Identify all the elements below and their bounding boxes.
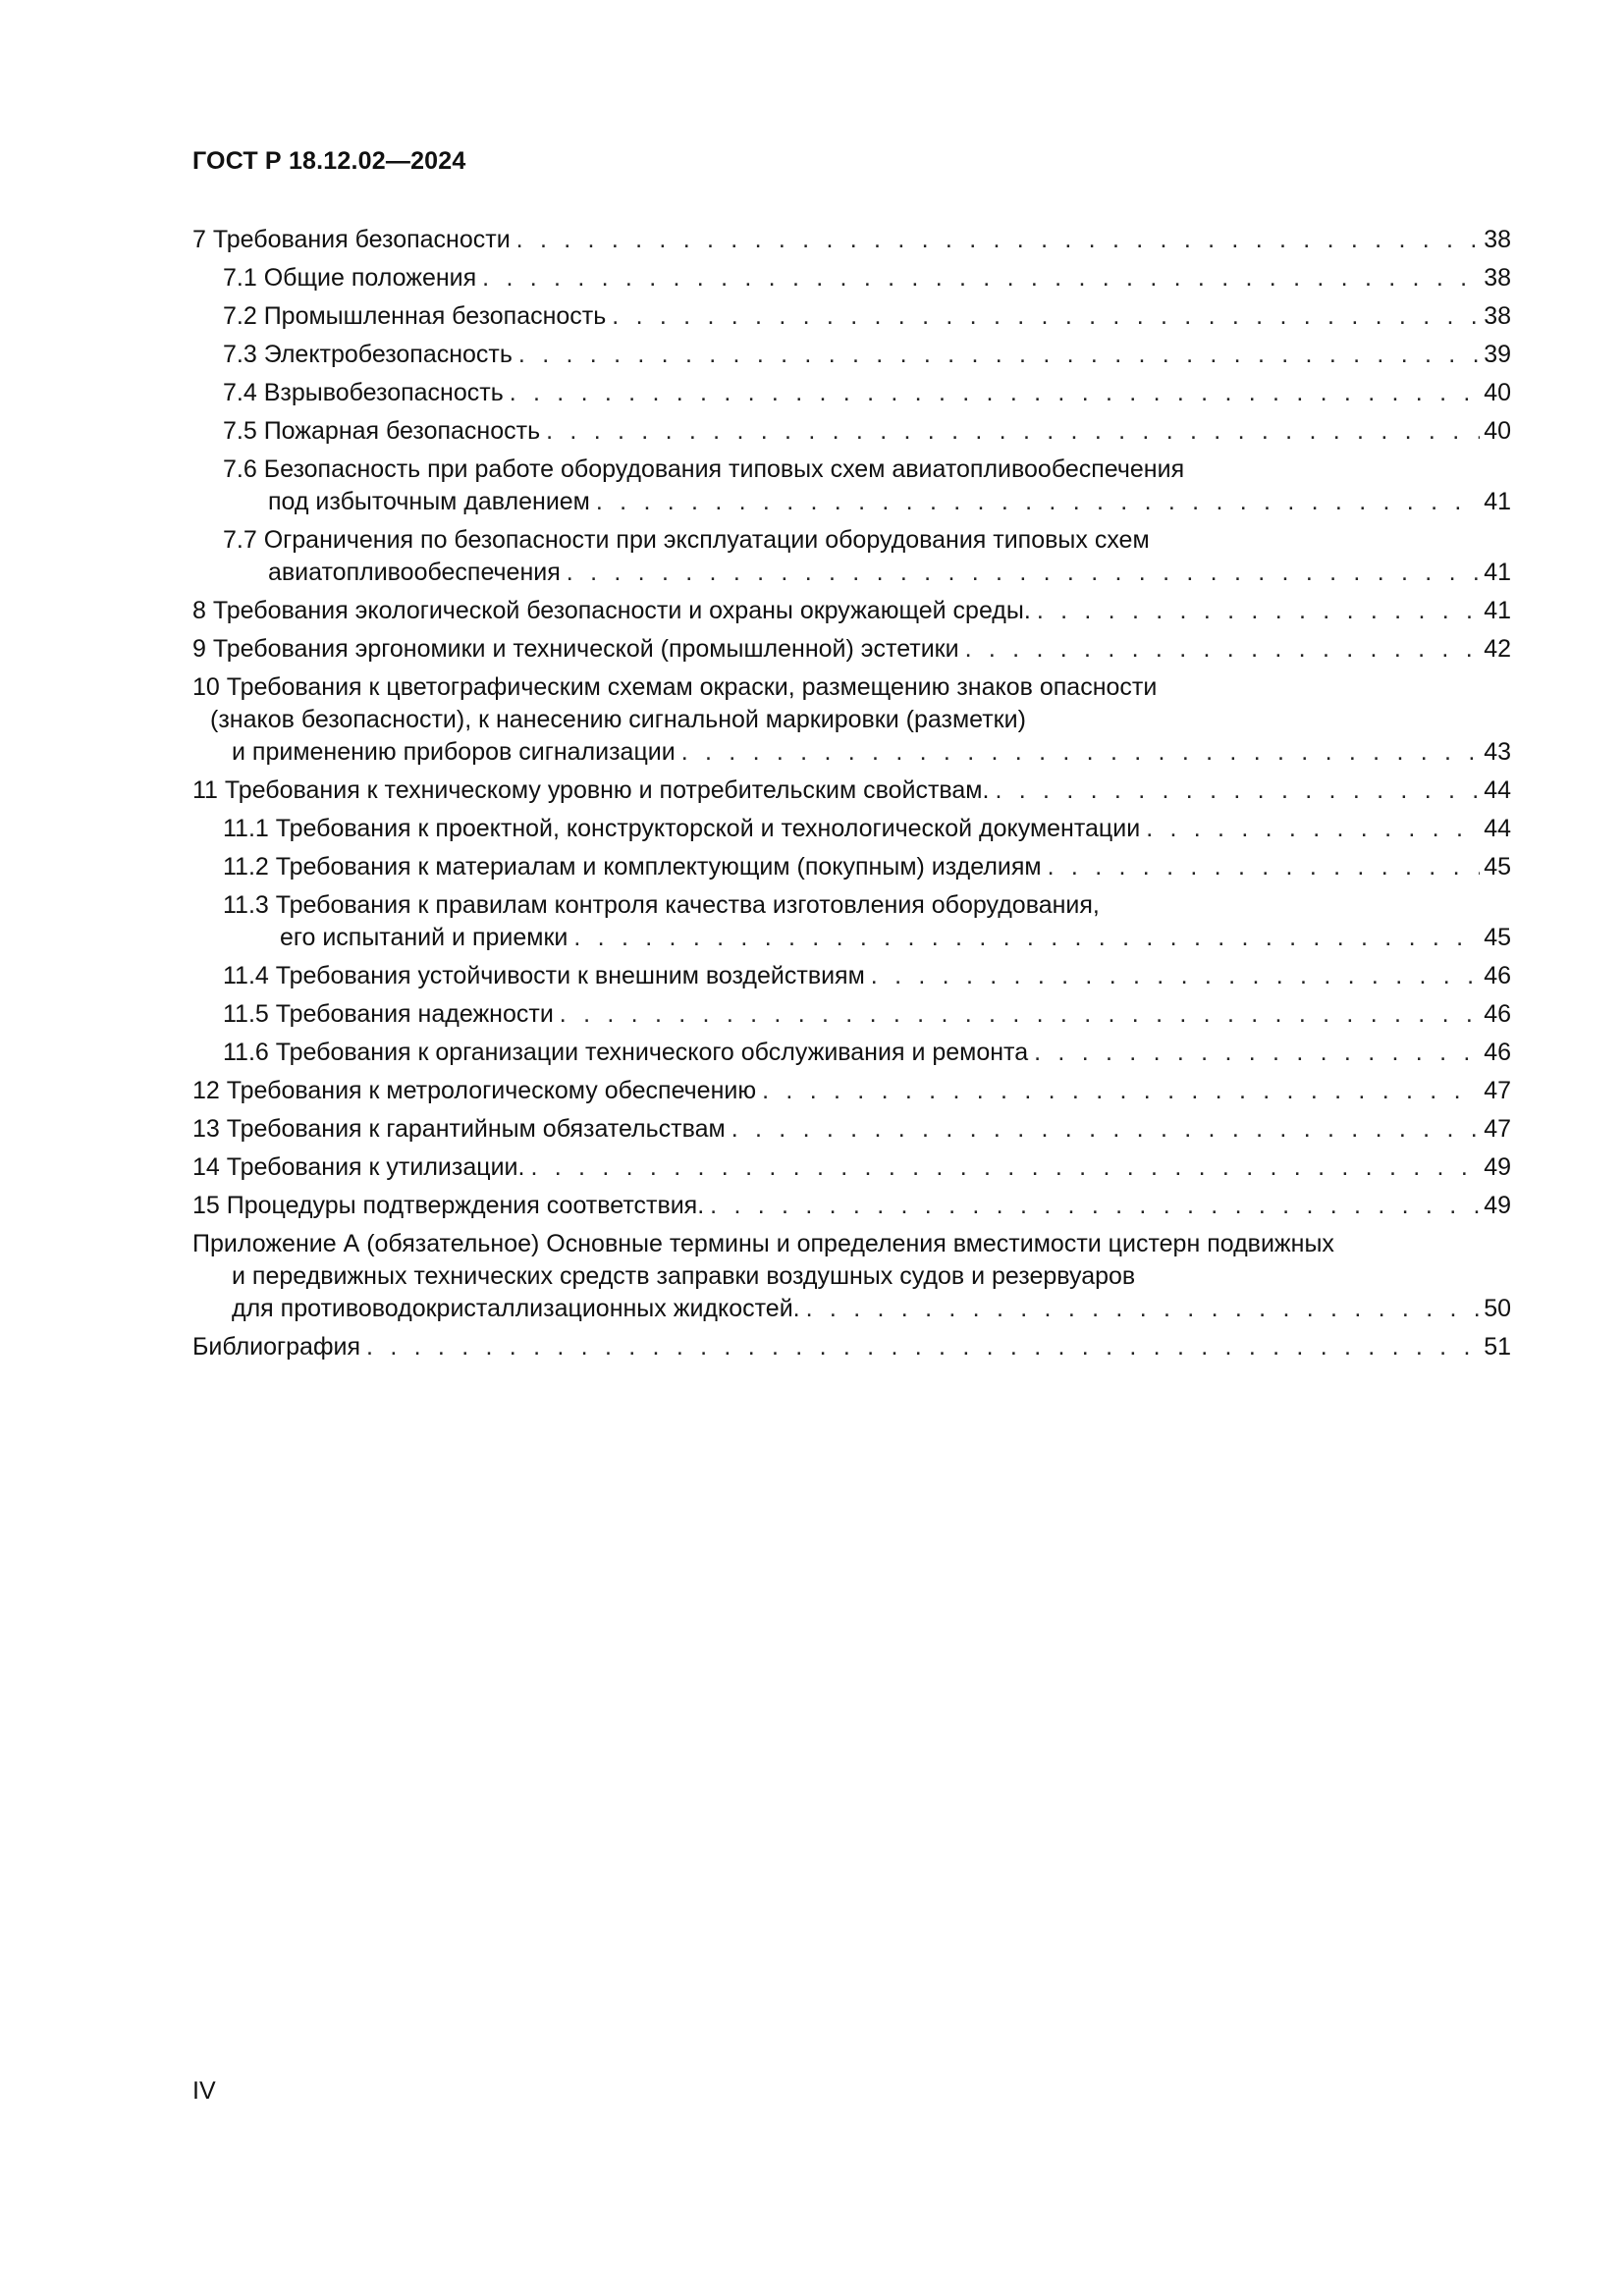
dot-leader: [1037, 595, 1480, 627]
toc-entry-title: Библиография: [192, 1333, 361, 1361]
toc-entry-line: [223, 300, 1511, 333]
toc-page-number: 51: [1484, 1333, 1511, 1361]
toc-page-number: 46: [1484, 1000, 1511, 1028]
dot-leader: [560, 998, 1480, 1031]
toc-entry[interactable]: [192, 377, 1511, 409]
toc-entry[interactable]: [192, 998, 1511, 1031]
dot-leader: [612, 300, 1480, 333]
toc-entry[interactable]: [192, 1331, 1511, 1363]
dot-leader: [518, 339, 1480, 371]
toc-entry-line: [223, 486, 1511, 518]
toc-page-number: 38: [1484, 302, 1511, 330]
toc-entry-line: [192, 736, 1511, 769]
toc-entry[interactable]: [192, 1228, 1511, 1325]
toc-entry-line: [192, 224, 1511, 256]
toc-page-number: 38: [1484, 264, 1511, 292]
dot-leader: [567, 557, 1480, 589]
dot-leader: [573, 922, 1480, 954]
toc-entry-title: (знаков безопасности), к нанесению сигнальной маркировки (разметки): [210, 706, 1026, 733]
toc-entry[interactable]: [192, 1037, 1511, 1069]
toc-entry[interactable]: [192, 1113, 1511, 1146]
toc-entry-line: [192, 1075, 1511, 1107]
toc-page-number: 44: [1484, 776, 1511, 804]
toc-entry-line: [192, 704, 1511, 736]
toc-entry[interactable]: [192, 454, 1511, 518]
toc-page-number: 41: [1484, 597, 1511, 624]
toc-entry-line: [223, 889, 1511, 922]
toc-page-number: 39: [1484, 341, 1511, 368]
toc-entry-line: [192, 671, 1511, 704]
toc-page-number: 45: [1484, 853, 1511, 881]
dot-leader: [510, 377, 1480, 409]
toc-page-number: 43: [1484, 738, 1511, 766]
toc-entry-title: 8 Требования экологической безопасности и охраны окружающей среды.: [192, 597, 1031, 624]
toc-entry-title: 7 Требования безопасности: [192, 226, 511, 253]
toc-entry-line: [192, 633, 1511, 666]
toc-entry[interactable]: [192, 595, 1511, 627]
toc-entry-title: 7.6 Безопасность при работе оборудования типовых схем авиатопливообеспечения: [223, 455, 1185, 483]
toc-entry[interactable]: [192, 1075, 1511, 1107]
toc-entry-line: [223, 813, 1511, 845]
toc-page-number: 46: [1484, 1039, 1511, 1066]
toc-entry[interactable]: [192, 889, 1511, 954]
toc-entry-line: [223, 960, 1511, 992]
toc-entry-title: 11 Требования к техническому уровню и потребительским свойствам.: [192, 776, 990, 804]
toc-entry-line: [223, 415, 1511, 448]
dot-leader: [995, 774, 1480, 807]
toc-entry-line: [223, 922, 1511, 954]
toc-entry-line: [223, 454, 1511, 486]
toc-entry-title: его испытаний и приемки: [280, 924, 568, 951]
page-header: ГОСТ Р 18.12.02—2024: [192, 147, 466, 175]
toc-page-number: 41: [1484, 559, 1511, 586]
toc-entry-line: [223, 524, 1511, 557]
toc-entry-title: 11.2 Требования к материалам и комплектующим (покупным) изделиям: [223, 853, 1042, 881]
toc-entry-title: 14 Требования к утилизации.: [192, 1153, 525, 1181]
dot-leader: [806, 1293, 1481, 1325]
toc-entry-line: [223, 262, 1511, 294]
toc-entry-line: [223, 557, 1511, 589]
toc-entry-title: 15 Процедуры подтверждения соответствия.: [192, 1192, 705, 1219]
toc-entry-line: [192, 774, 1511, 807]
toc-entry-title: 11.4 Требования устойчивости к внешним воздействиям: [223, 962, 865, 989]
toc-entry-line: [223, 377, 1511, 409]
toc-entry-line: [192, 595, 1511, 627]
toc-entry-title: 7.3 Электробезопасность: [223, 341, 513, 368]
toc-entry-title: и применению приборов сигнализации: [232, 738, 676, 766]
toc-entry-title: 7.7 Ограничения по безопасности при эксплуатации оборудования типовых схем: [223, 526, 1150, 554]
toc-entry-line: [223, 339, 1511, 371]
dot-leader: [731, 1113, 1480, 1146]
dot-leader: [1146, 813, 1480, 845]
toc-page-number: 49: [1484, 1192, 1511, 1219]
toc-entry-line: [223, 998, 1511, 1031]
toc-entry[interactable]: [192, 671, 1511, 769]
toc-entry-line: [192, 1293, 1511, 1325]
toc-entry[interactable]: [192, 960, 1511, 992]
dot-leader: [1034, 1037, 1480, 1069]
toc-entry-title: 7.5 Пожарная безопасность: [223, 417, 541, 445]
toc-entry-title: 10 Требования к цветографическим схемам окраски, размещению знаков опасности: [192, 673, 1158, 701]
dot-leader: [482, 262, 1480, 294]
dot-leader: [366, 1331, 1480, 1363]
toc-entry[interactable]: [192, 415, 1511, 448]
toc-page-number: 46: [1484, 962, 1511, 989]
toc-entry-title: 13 Требования к гарантийным обязательствам: [192, 1115, 726, 1143]
toc-entry-line: [192, 1151, 1511, 1184]
table-of-contents: [192, 224, 1511, 1369]
page-number: IV: [192, 2077, 216, 2105]
toc-page-number: 40: [1484, 417, 1511, 445]
dot-leader: [710, 1190, 1480, 1222]
dot-leader: [530, 1151, 1480, 1184]
toc-entry[interactable]: [192, 851, 1511, 883]
toc-page-number: 44: [1484, 815, 1511, 842]
toc-entry[interactable]: [192, 262, 1511, 294]
toc-page-number: 40: [1484, 379, 1511, 406]
toc-entry-line: [223, 851, 1511, 883]
toc-entry[interactable]: [192, 300, 1511, 333]
toc-page-number: 49: [1484, 1153, 1511, 1181]
toc-entry-line: [192, 1113, 1511, 1146]
toc-page-number: 42: [1484, 635, 1511, 663]
toc-entry[interactable]: [192, 813, 1511, 845]
toc-entry-line: [192, 1228, 1511, 1260]
dot-leader: [546, 415, 1480, 448]
toc-entry[interactable]: [192, 1190, 1511, 1222]
toc-entry-line: [192, 1190, 1511, 1222]
toc-page-number: 47: [1484, 1077, 1511, 1104]
dot-leader: [1048, 851, 1481, 883]
dot-leader: [965, 633, 1481, 666]
toc-entry-title: под избыточным давлением: [268, 488, 590, 515]
dot-leader: [516, 224, 1481, 256]
toc-entry-title: Приложение А (обязательное) Основные термины и определения вместимости цистерн подвижных: [192, 1230, 1334, 1257]
toc-entry-title: 11.3 Требования к правилам контроля качества изготовления оборудования,: [223, 891, 1100, 919]
dot-leader: [681, 736, 1480, 769]
toc-page-number: 47: [1484, 1115, 1511, 1143]
toc-entry-title: 11.5 Требования надежности: [223, 1000, 554, 1028]
toc-entry-title: для противоводокристаллизационных жидкостей.: [232, 1295, 800, 1322]
toc-entry-title: 11.1 Требования к проектной, конструкторской и технологической документации: [223, 815, 1141, 842]
dot-leader: [596, 486, 1480, 518]
toc-entry-title: 12 Требования к метрологическому обеспечению: [192, 1077, 757, 1104]
toc-entry-title: 7.2 Промышленная безопасность: [223, 302, 607, 330]
toc-page-number: 38: [1484, 226, 1511, 253]
toc-entry-line: [223, 1037, 1511, 1069]
toc-entry-line: [192, 1331, 1511, 1363]
dot-leader: [871, 960, 1480, 992]
toc-entry-title: 11.6 Требования к организации технического обслуживания и ремонта: [223, 1039, 1029, 1066]
dot-leader: [762, 1075, 1480, 1107]
toc-entry-title: 7.4 Взрывобезопасность: [223, 379, 504, 406]
toc-entry[interactable]: [192, 339, 1511, 371]
toc-entry-title: 7.1 Общие положения: [223, 264, 477, 292]
toc-entry[interactable]: [192, 524, 1511, 589]
toc-page-number: 50: [1484, 1295, 1511, 1322]
toc-entry[interactable]: [192, 633, 1511, 666]
toc-entry[interactable]: [192, 1151, 1511, 1184]
toc-page-number: 45: [1484, 924, 1511, 951]
toc-entry-title: 9 Требования эргономики и технической (промышленной) эстетики: [192, 635, 959, 663]
toc-entry[interactable]: [192, 224, 1511, 256]
toc-entry-title: авиатопливообеспечения: [268, 559, 561, 586]
toc-page-number: 41: [1484, 488, 1511, 515]
toc-entry-line: [192, 1260, 1511, 1293]
toc-entry[interactable]: [192, 774, 1511, 807]
toc-entry-title: и передвижных технических средств заправки воздушных судов и резервуаров: [232, 1262, 1136, 1290]
